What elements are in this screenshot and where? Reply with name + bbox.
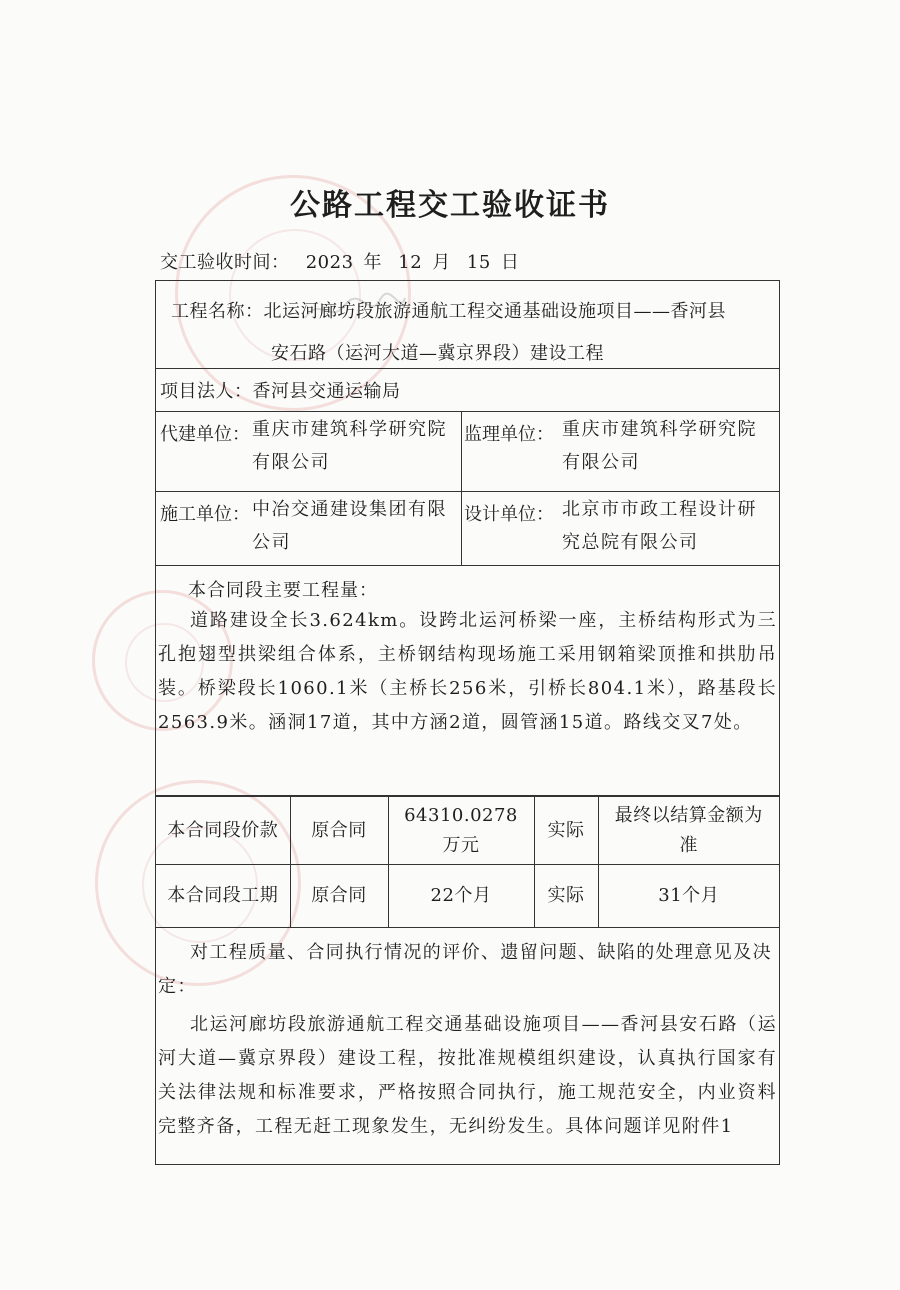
supervisor-label: 监理单位： bbox=[464, 424, 554, 445]
price-original-label: 原合同 bbox=[290, 797, 388, 865]
evaluation-row bbox=[156, 926, 779, 1166]
legal-person-row bbox=[156, 369, 779, 412]
quantities-row bbox=[156, 566, 779, 796]
design-cell bbox=[462, 492, 779, 565]
period-row bbox=[156, 865, 779, 928]
period-actual-label: 实际 bbox=[534, 865, 598, 928]
day-unit: 日 bbox=[500, 252, 520, 273]
date-day: 15 bbox=[466, 252, 491, 273]
period-label: 本合同段工期 bbox=[156, 865, 290, 928]
date-year: 2023 bbox=[305, 252, 354, 273]
price-actual-value: 最终以结算金额为准 bbox=[598, 797, 779, 865]
year-unit: 年 bbox=[363, 252, 383, 273]
date-label: 交工验收时间： bbox=[160, 252, 290, 273]
design-value: 北京市市政工程设计研究总院有限公司 bbox=[562, 499, 757, 553]
period-value: 22个月 bbox=[388, 865, 534, 928]
price-value: 64310.0278万元 bbox=[388, 797, 534, 865]
price-row bbox=[156, 797, 779, 865]
month-unit: 月 bbox=[432, 252, 451, 273]
period-original-label: 原合同 bbox=[290, 865, 388, 928]
agent-supervisor-row bbox=[156, 412, 779, 492]
construction-value: 中冶交通建设集团有限公司 bbox=[252, 499, 447, 553]
construction-design-row bbox=[156, 492, 779, 566]
project-name-row bbox=[156, 281, 779, 369]
acceptance-date bbox=[160, 248, 519, 274]
certificate-table bbox=[155, 280, 780, 1165]
agent-label: 代建单位： bbox=[160, 424, 250, 445]
period-actual-value: 31个月 bbox=[598, 865, 779, 928]
agent-value: 重庆市建筑科学研究院有限公司 bbox=[252, 419, 447, 473]
project-name-line2: 安石路（运河大道—冀京界段）建设工程 bbox=[271, 343, 604, 364]
quantities-heading: 本合同段主要工程量： bbox=[188, 580, 378, 601]
supervisor-cell bbox=[462, 412, 779, 491]
page-title: 公路工程交工验收证书 bbox=[290, 188, 610, 223]
legal-person: 项目法人：香河县交通运输局 bbox=[160, 381, 401, 402]
price-label: 本合同段价款 bbox=[156, 797, 290, 865]
project-name-line1: 工程名称：北运河廊坊段旅游通航工程交通基础设施项目——香河县 bbox=[171, 301, 726, 322]
supervisor-value: 重庆市建筑科学研究院有限公司 bbox=[562, 419, 757, 473]
quantities-text: 道路建设全长3.624km。设跨北运河桥梁一座，主桥结构形式为三孔抱翅型拱梁组合体系，主桥钢结构现场施工采用钢箱梁顶推和拱肋吊装。桥梁段长1060.1米（主桥长256米，引桥长804.1米），路基段长2563.9米。涵洞17道，其中方涵2道，圆管涵15道。路线交叉7处。 bbox=[158, 610, 777, 733]
agent-cell bbox=[156, 412, 462, 491]
contract-table bbox=[156, 796, 779, 926]
construction-label: 施工单位： bbox=[160, 504, 250, 525]
evaluation-text: 北运河廊坊段旅游通航工程交通基础设施项目——香河县安石路（运河大道—冀京界段）建设工程，按批准规模组织建设，认真执行国家有关法律法规和标准要求，严格按照合同执行，施工规范安全，内业资料完整齐备，工程无赶工现象发生，无纠纷发生。具体问题详见附件1 bbox=[158, 1014, 777, 1137]
construction-cell bbox=[156, 492, 462, 565]
evaluation-heading: 对工程质量、合同执行情况的评价、遗留问题、缺陷的处理意见及决定： bbox=[158, 942, 772, 997]
price-actual-label: 实际 bbox=[534, 797, 598, 865]
date-month: 12 bbox=[398, 252, 423, 273]
design-label: 设计单位： bbox=[464, 504, 554, 525]
